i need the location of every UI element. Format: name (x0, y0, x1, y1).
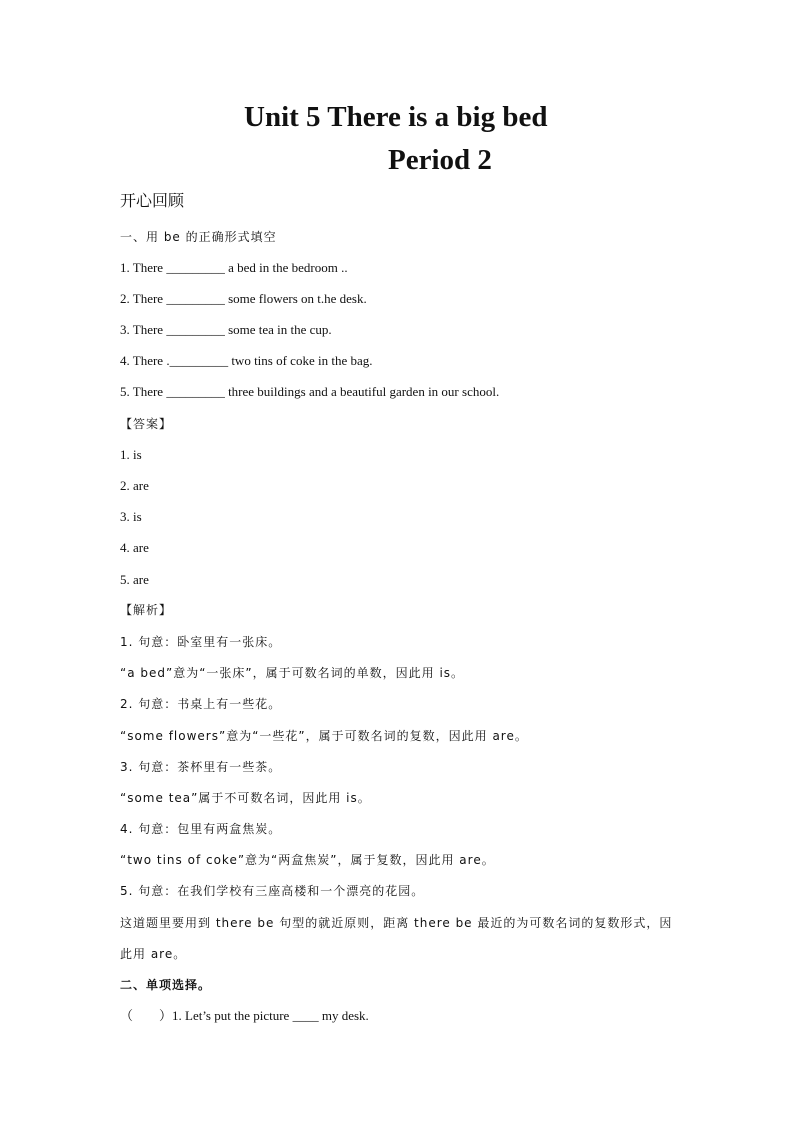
analysis-heading: 【解析】 (120, 603, 173, 617)
part1-heading: 一、用 be 的正确形式填空 (120, 230, 277, 244)
analysis-line: 此用 are。 (120, 947, 187, 961)
question-1: 1. There _________ a bed in the bedroom .. (120, 260, 348, 275)
answer-heading: 【答案】 (120, 417, 173, 431)
answer-4: 4. are (120, 540, 149, 555)
analysis-line: 4. 句意：包里有两盒焦炭。 (120, 822, 282, 836)
question-4: 4. There ._________ two tins of coke in the bag. (120, 353, 373, 368)
analysis-line: 5. 句意：在我们学校有三座高楼和一个漂亮的花园。 (120, 884, 425, 898)
question-5: 5. There _________ three buildings and a beautiful garden in our school. (120, 384, 500, 399)
part2-heading: 二、单项选择。 (120, 978, 212, 992)
question-3: 3. There _________ some tea in the cup. (120, 322, 332, 337)
review-heading: 开心回顾 (120, 191, 185, 210)
analysis-line: 2. 句意：书桌上有一些花。 (120, 697, 282, 711)
part2-question-1: （ ）1. Let’s put the picture ____ my desk. (120, 1008, 369, 1023)
analysis-line: 这道题里要用到 there be 句型的就近原则，距离 there be 最近的为可数名词的复数形式，因 (120, 916, 673, 930)
answer-5: 5. are (120, 572, 149, 587)
analysis-line: 3. 句意：茶杯里有一些茶。 (120, 760, 282, 774)
period-title: Period 2 (388, 144, 492, 176)
analysis-line: “some tea”属于不可数名词，因此用 is。 (120, 791, 371, 805)
answer-2: 2. are (120, 478, 149, 493)
answer-1: 1. is (120, 447, 142, 462)
answer-3: 3. is (120, 509, 142, 524)
analysis-line: “some flowers”意为“一些花”，属于可数名词的复数，因此用 are。 (120, 729, 528, 743)
analysis-line: “two tins of coke”意为“两盒焦炭”，属于复数，因此用 are。 (120, 853, 495, 867)
unit-title: Unit 5 There is a big bed (244, 101, 548, 133)
question-2: 2. There _________ some flowers on t.he desk. (120, 291, 367, 306)
analysis-line: 1. 句意：卧室里有一张床。 (120, 635, 282, 649)
analysis-line: “a bed”意为“一张床”，属于可数名词的单数，因此用 is。 (120, 666, 465, 680)
